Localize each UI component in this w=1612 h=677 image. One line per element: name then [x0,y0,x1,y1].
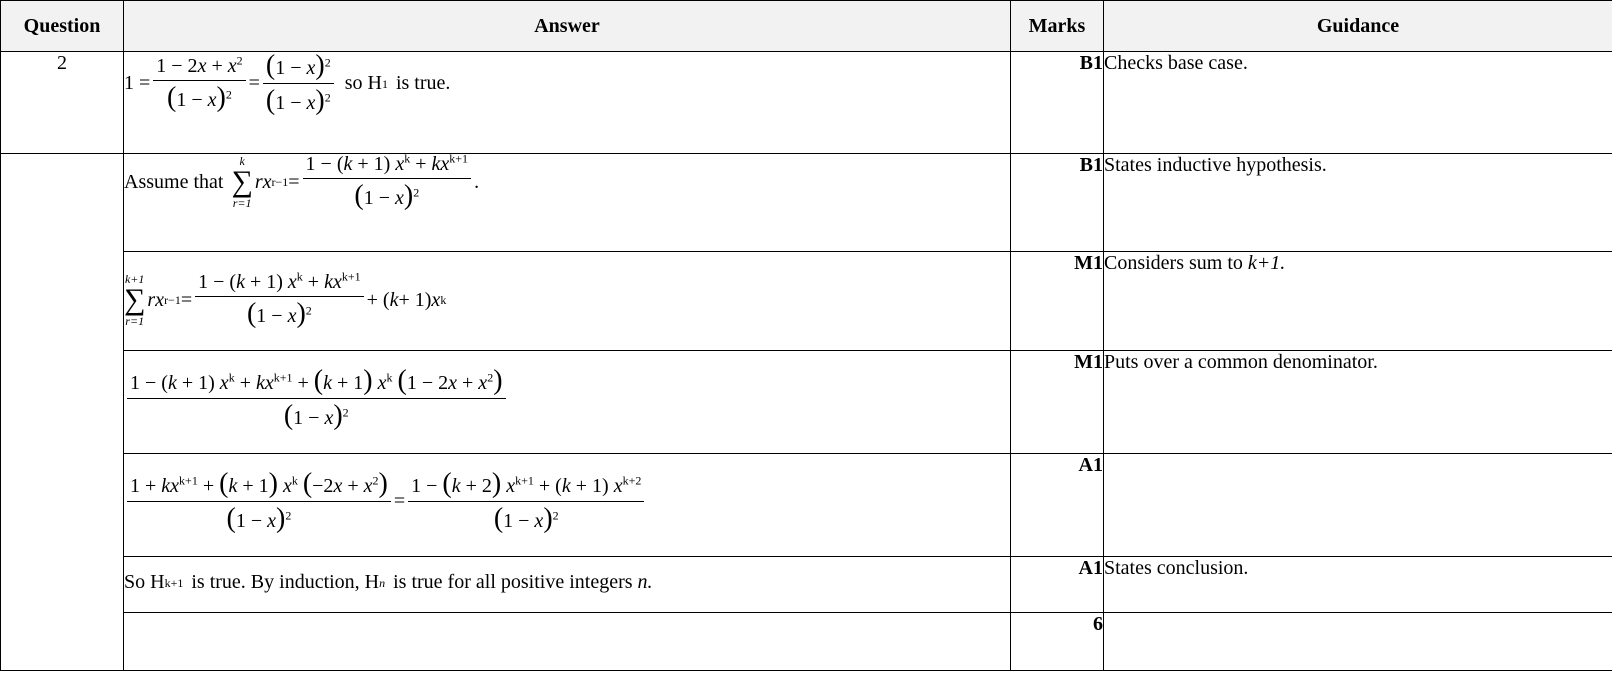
table-row [1,351,1612,454]
header-question: Question [1,1,124,52]
question-number: 2 [1,52,124,154]
common-denominator: $\frac{1 - (k + 1) x^k + kx^{k+1} + (k + 1) x^k (1 - 2x + x^2)}{(1 - x)^2}$ [124,367,509,430]
conclusion-statement: So H k+1 is true. By induction, H n is true for all positive integers n. [124,571,653,593]
answer-cell [124,151,1011,252]
table-row [1,52,1612,154]
guidance-text: Considers sum to k+1. [1104,252,1612,351]
guidance-text: States conclusion. [1104,557,1612,613]
table-row [1,154,1612,252]
mark-value: A1 [1011,454,1104,557]
answer-cell [124,557,1011,613]
header-answer: Answer [124,1,1011,52]
mark-value: B1 [1011,154,1104,252]
mark-value: M1 [1011,252,1104,351]
total-row [1,613,1612,671]
table-row [1,252,1612,351]
table-row [1,557,1612,613]
total-marks: 6 [1011,613,1104,671]
sum-to-k-plus-1: k+1 ∑ r=1 rx r−1 = $\frac{1 - (k + 1) x^k + kx^{k+1}}{(1 - x)^2}$ + ( k + 1) x k [124,269,447,329]
answer-cell [124,351,1011,454]
guidance-text [1104,613,1612,671]
answer-cell [124,454,1011,557]
header-guidance: Guidance [1104,1,1612,52]
guidance-text [1104,454,1612,557]
simplified-result: $\frac{1 + kx^{k+1} + (k + 1) x^k (-2x + x^2)}{(1 - x)^2}$ = $\frac{1 - (k + 2) x^{k+1} + (k + 1) x^{k+2}}{(1 - x)^2}$ [124,470,647,533]
guidance-text: States inductive hypothesis. [1104,154,1612,252]
guidance-text: Checks base case. [1104,52,1612,154]
answer-cell [124,252,1011,351]
base-case-equation: 1 = $\frac{1 - 2x + x^2}{(1 - x)^2}$ = $\frac{(1 - x)^2}{(1 - x)^2}$ so H 1 is true. [124,50,451,116]
header-marks: Marks [1011,1,1104,52]
mark-value: A1 [1011,557,1104,613]
header-row [1,1,1612,52]
mark-value: B1 [1011,52,1104,154]
inductive-hypothesis: Assume that k ∑ r=1 rx r−1 = $\frac{1 - (k + 1) x^k + kx^{k+1}}{(1 - x)^2}$ . [124,151,480,211]
table-row [1,454,1612,557]
guidance-text: Puts over a common denominator. [1104,351,1612,454]
mark-value: M1 [1011,351,1104,454]
answer-cell [124,52,1011,154]
